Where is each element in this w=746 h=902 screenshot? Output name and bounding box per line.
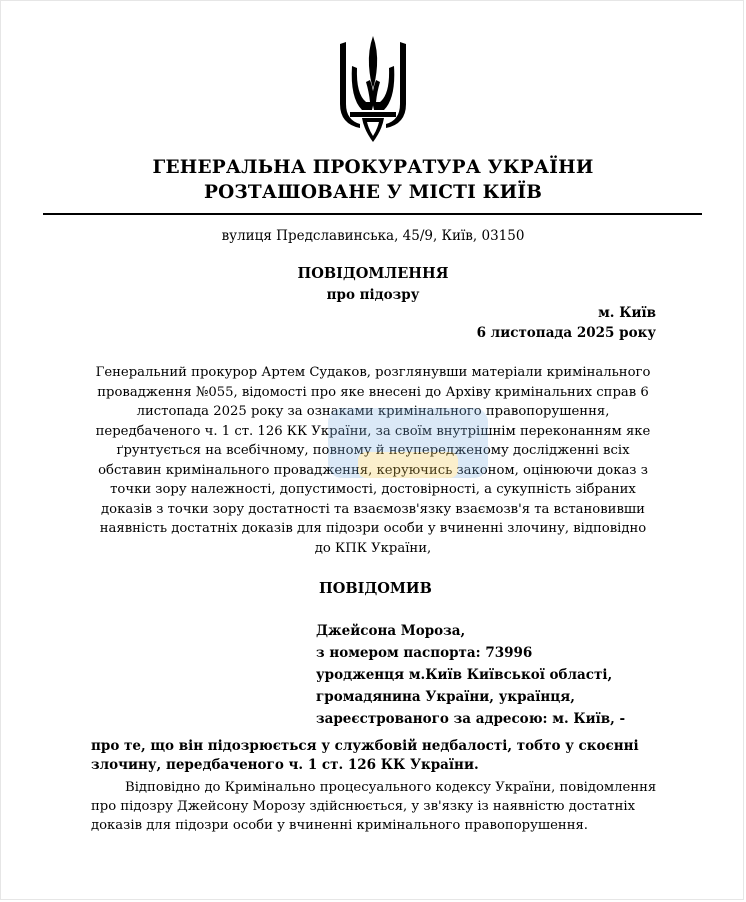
document-title: ПОВІДОМЛЕННЯ: [297, 265, 449, 282]
charge-statement: про те, що він підозрюється у службовій недбалості, тобто у скоєнні злочину, передбаченого ч. 1 ст. 126 КК України.: [91, 738, 639, 773]
body-paragraph: Генеральний прокурор Артем Судаков, розглянувши матеріали кримінального провадження №055, відомості про яке внесені до Архіву кримінальних справ 6 листопада 2025 року за ознаками кримінального правопорушення, передбаченого ч. 1 ст. 126 КК України, за своїм внутрішнім переконанням яке ґрунтується на всебічному, повному й неупередженому дослідженні всіх обставин кримінального провадження, керуючись законом, оцінюючи доказ з точки зору належності, допустимості, достовірності, а сукупність зібраних доказів з точки зору достатності та взаємозв'язку взаємозв'я та встановивши наявність достатніх доказів для підозри особи у вчиненні злочину, відповідно до КПК України,: [95, 365, 651, 556]
document-subtitle: про підозру: [326, 287, 420, 303]
notified-heading: ПОВІДОМИВ: [319, 580, 432, 597]
suspect-passport: з номером паспорта: 73996: [316, 645, 533, 661]
closing-paragraph: [91, 778, 671, 835]
suspect-registration: зареєстрованого за адресою: м. Київ, -: [316, 711, 626, 727]
organization-name: ГЕНЕРАЛЬНА ПРОКУРАТУРА УКРАЇНИ: [152, 157, 594, 178]
document-date: 6 листопада 2025 року: [476, 325, 656, 341]
closing-text: Відповідно до Кримінально процесуального кодексу України, повідомлення про підозру Джейсону Морозу здійснюється, у зв'язку із наявністю достатніх доказів для підозри особи у вчиненні кримінального правопорушення.: [91, 780, 657, 833]
trident-emblem-icon: [336, 36, 410, 146]
suspect-block: [316, 620, 625, 730]
suspect-birthplace: уродженця м.Київ Київської області,: [316, 667, 613, 683]
suspect-name: Джейсона Мороза,: [316, 623, 466, 639]
organization-location: РОЗТАШОВАНЕ У МІСТІ КИЇВ: [203, 182, 543, 203]
header-divider: [43, 213, 702, 215]
document-city: м. Київ: [598, 305, 656, 321]
suspect-citizenship: громадянина України, українця,: [316, 689, 575, 705]
organization-address: вулиця Предславинська, 45/9, Київ, 03150: [221, 228, 525, 244]
